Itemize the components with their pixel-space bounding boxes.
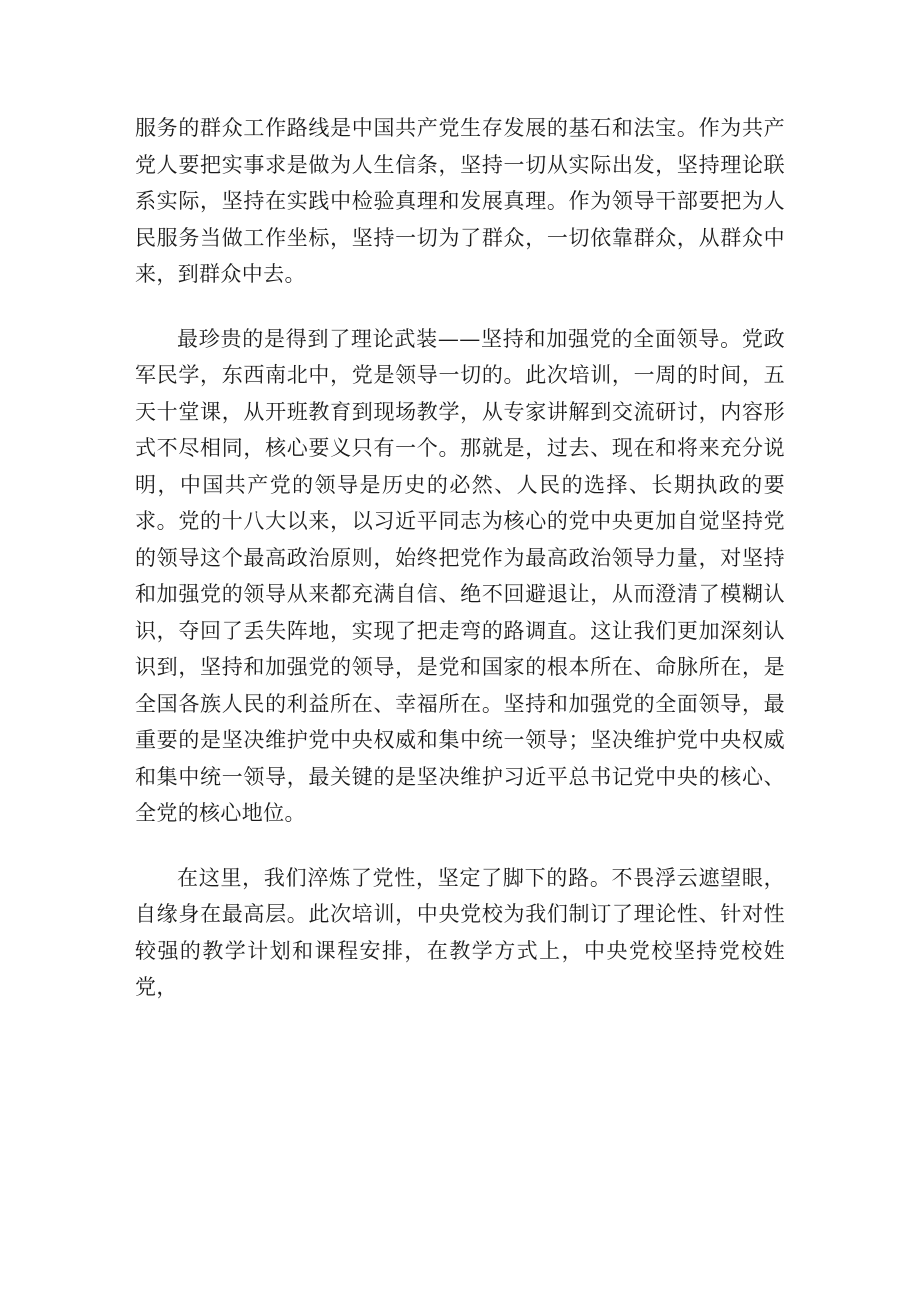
paragraph-1: 服务的群众工作路线是中国共产党生存发展的基石和法宝。作为共产党人要把实事求是做为人生信条，坚持一切从实际出发，坚持理论联系实际，坚持在实践中检验真理和发展真理。作为领导干部要把为人民服务当做工作坐标，坚持一切为了群众，一切依靠群众，从群众中来，到群众中去。 [135, 116, 785, 286]
paragraph-gap [135, 293, 785, 321]
paragraph-gap [135, 832, 785, 860]
paragraph-2: 最珍贵的是得到了理论武装——坚持和加强党的全面领导。党政军民学，东西南北中，党是领导一切的。此次培训，一周的时间，五天十堂课，从开班教育到现场教学，从专家讲解到交流研讨，内容形式不尽相同，核心要义只有一个。那就是，过去、现在和将来充分说明，中国共产党的领导是历史的必然、人民的选择、长期执政的要求。党的十八大以来，以习近平同志为核心的党中央更加自觉坚持党的领导这个最高政治原则，始终把党作为最高政治领导力量，对坚持和加强党的领导从来都充满自信、绝不回避退让，从而澄清了模糊认识，夺回了丢失阵地，实现了把走弯的路调直。这让我们更加深刻认识到，坚持和加强党的领导，是党和国家的根本所在、命脉所在，是全国各族人民的利益所在、幸福所在。坚持和加强党的全面领导，最重要的是坚决维护党中央权威和集中统一领导；坚决维护党中央权威和集中统一领导，最关键的是坚决维护习近平总书记党中央的核心、全党的核心地位。 [135, 326, 785, 825]
paragraph-3: 在这里，我们淬炼了党性，坚定了脚下的路。不畏浮云遮望眼，自缘身在最高层。此次培训，中央党校为我们制订了理论性、针对性较强的教学计划和课程安排，在教学方式上，中央党校坚持党校姓党， [135, 865, 785, 999]
document-body [135, 110, 785, 1006]
